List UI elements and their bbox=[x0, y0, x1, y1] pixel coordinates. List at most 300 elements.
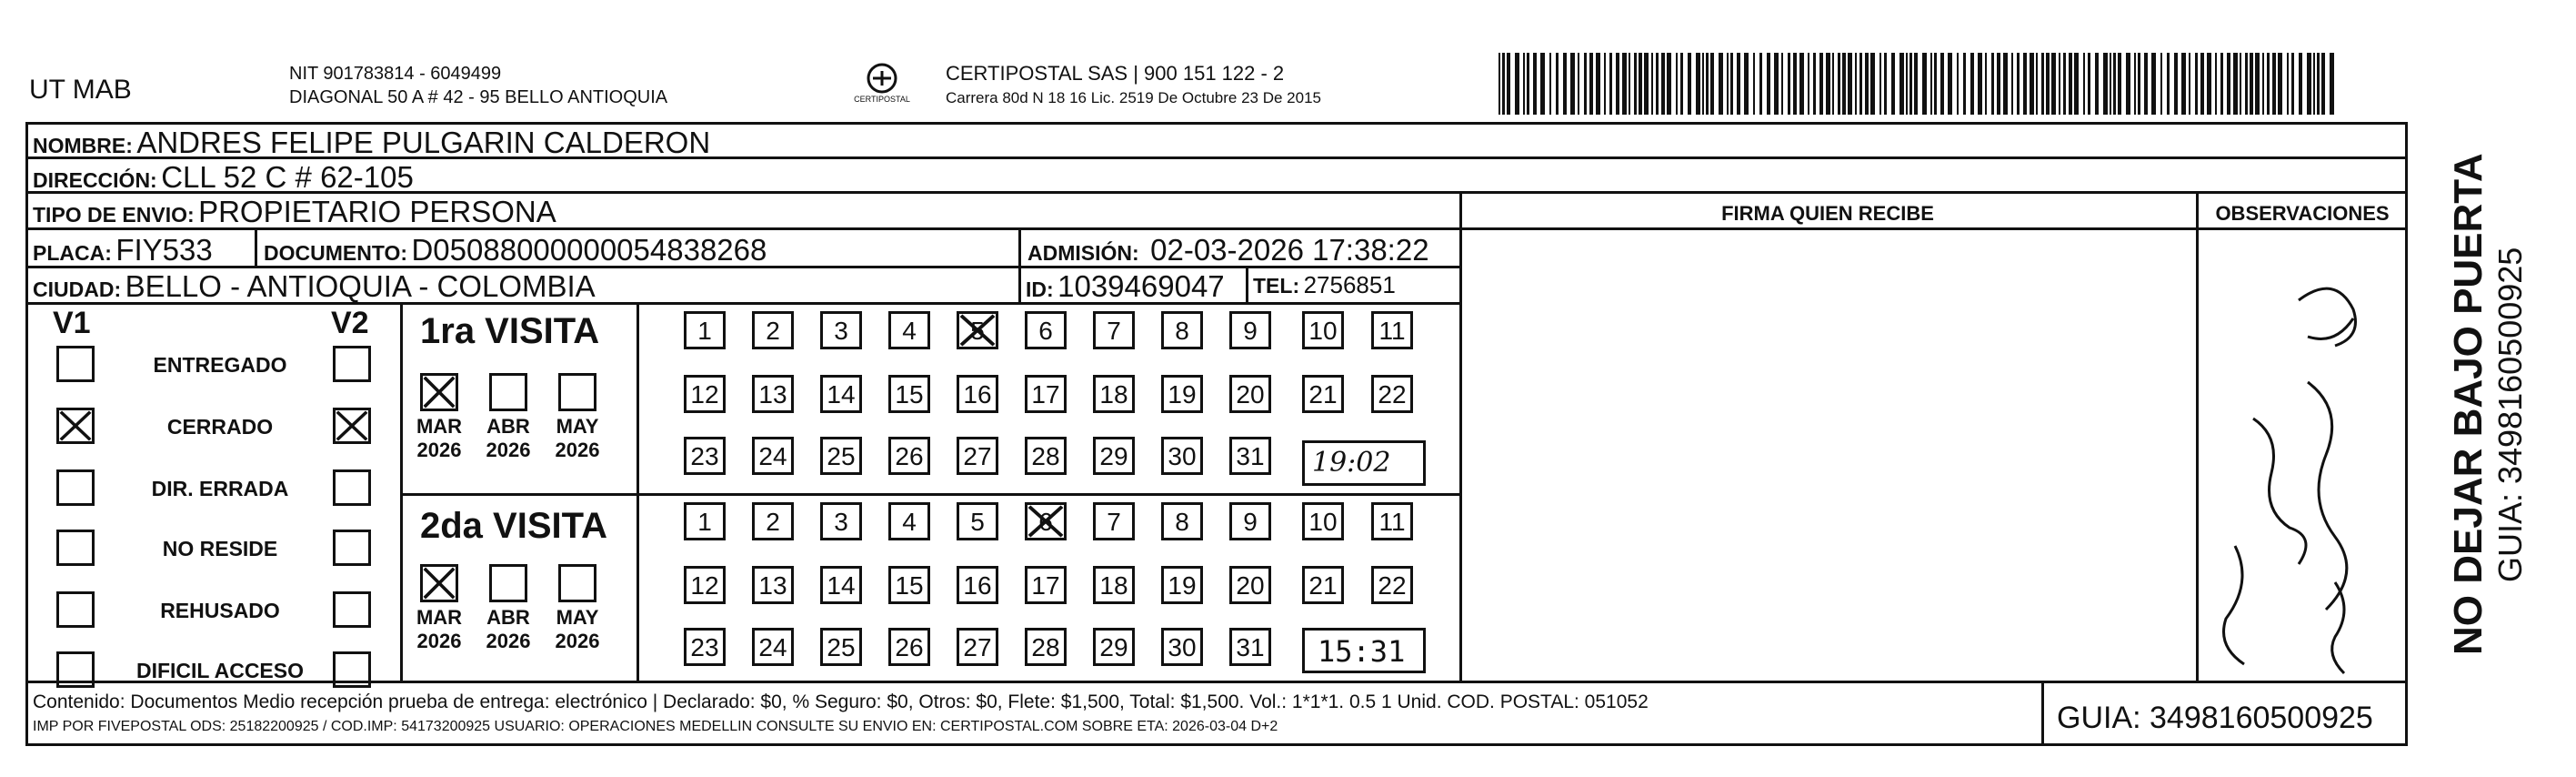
nombre-label: NOMBRE: bbox=[33, 134, 133, 157]
day-number: 16 bbox=[963, 571, 992, 600]
barcode-bar bbox=[1578, 53, 1579, 115]
visit1-time: 19:02 bbox=[1312, 447, 1391, 479]
day-checkbox[interactable] bbox=[957, 375, 998, 413]
direccion-value: CLL 52 C # 62-105 bbox=[161, 160, 414, 194]
barcode-bar bbox=[2291, 53, 2294, 115]
barcode-bar bbox=[2330, 53, 2334, 115]
barcode-bar bbox=[1498, 53, 1500, 115]
year-label: 2026 bbox=[416, 630, 462, 652]
documento-row bbox=[264, 233, 767, 267]
day-checkbox[interactable] bbox=[888, 628, 930, 666]
day-checkbox[interactable] bbox=[1093, 375, 1135, 413]
barcode-bar bbox=[1589, 53, 1593, 115]
barcode-bar bbox=[1629, 53, 1630, 115]
day-number: 1 bbox=[697, 508, 712, 536]
barcode-bar bbox=[2074, 53, 2079, 115]
year-label: 2026 bbox=[555, 630, 600, 652]
day-number: 30 bbox=[1168, 442, 1197, 470]
day-checkbox[interactable] bbox=[957, 437, 998, 475]
day-checkbox[interactable] bbox=[1025, 628, 1067, 666]
day-number: 6 bbox=[1038, 317, 1053, 345]
day-number: 4 bbox=[902, 317, 917, 345]
day-number: 31 bbox=[1236, 442, 1265, 470]
day-checkbox[interactable] bbox=[1093, 311, 1135, 349]
day-number: 23 bbox=[690, 442, 719, 470]
day-checkbox[interactable] bbox=[1302, 311, 1344, 349]
barcode-bar bbox=[1767, 53, 1770, 115]
day-checkbox[interactable] bbox=[820, 566, 862, 604]
day-number: 17 bbox=[1031, 380, 1060, 409]
barcode-bar bbox=[1906, 53, 1908, 115]
day-checkbox[interactable] bbox=[1229, 375, 1271, 413]
barcode-bar bbox=[1930, 53, 1932, 115]
footer-line2: IMP POR FIVEPOSTAL ODS: 25182200925 / COD.IMP: 54173200925 USUARIO: OPERACIONES MEDELLIN CONSULTE SU ENVIO EN: CERTIPOSTAL.COM SOBRE ETA: 2026-03-04 D+2 bbox=[33, 719, 1278, 734]
day-checkbox[interactable] bbox=[684, 502, 726, 540]
barcode-bar bbox=[2030, 53, 2034, 115]
day-checkbox[interactable] bbox=[820, 437, 862, 475]
day-x-mark bbox=[1027, 505, 1064, 538]
day-checkbox[interactable] bbox=[1025, 437, 1067, 475]
status-option-label: ENTREGADO bbox=[153, 353, 287, 377]
day-checkbox[interactable] bbox=[1229, 311, 1271, 349]
day-checkbox[interactable] bbox=[888, 375, 930, 413]
day-checkbox[interactable] bbox=[1025, 566, 1067, 604]
day-checkbox[interactable] bbox=[1025, 502, 1067, 540]
day-checkbox[interactable] bbox=[1025, 375, 1067, 413]
day-checkbox[interactable] bbox=[957, 502, 998, 540]
barcode-bar bbox=[1781, 53, 1783, 115]
barcode-bar bbox=[1527, 53, 1529, 115]
observaciones-header: OBSERVACIONES bbox=[2215, 202, 2390, 225]
day-number: 29 bbox=[1099, 633, 1128, 661]
v1-label: V1 bbox=[53, 306, 91, 340]
month-label: ABR bbox=[486, 415, 530, 438]
documento-label: DOCUMENTO: bbox=[264, 241, 408, 265]
barcode-bar bbox=[2313, 53, 2315, 115]
ciudad-value: BELLO - ANTIOQUIA - COLOMBIA bbox=[125, 269, 596, 303]
day-checkbox[interactable] bbox=[1371, 311, 1413, 349]
day-number: 21 bbox=[1308, 571, 1338, 600]
day-number: 4 bbox=[902, 508, 917, 536]
day-number: 22 bbox=[1378, 571, 1407, 600]
day-number: 28 bbox=[1031, 633, 1060, 661]
day-checkbox[interactable] bbox=[888, 311, 930, 349]
day-checkbox[interactable] bbox=[820, 375, 862, 413]
day-checkbox[interactable] bbox=[957, 566, 998, 604]
day-checkbox[interactable] bbox=[684, 566, 726, 604]
day-checkbox[interactable] bbox=[957, 628, 998, 666]
barcode-bar bbox=[2233, 53, 2238, 115]
day-checkbox[interactable] bbox=[1302, 502, 1344, 540]
barcode-bar bbox=[1667, 53, 1671, 115]
barcode-bar bbox=[1616, 53, 1619, 115]
placa-row bbox=[33, 233, 213, 267]
day-checkbox[interactable] bbox=[820, 628, 862, 666]
day-checkbox[interactable] bbox=[1025, 311, 1067, 349]
barcode-bar bbox=[2113, 53, 2116, 115]
barcode-bar bbox=[1793, 53, 1797, 115]
barcode-bar bbox=[1563, 53, 1567, 115]
day-checkbox[interactable] bbox=[684, 628, 726, 666]
barcode-bar bbox=[2126, 53, 2130, 115]
barcode-bar bbox=[1604, 53, 1606, 115]
day-number: 3 bbox=[834, 317, 848, 345]
barcode-bar bbox=[1753, 53, 1755, 115]
day-checkbox[interactable] bbox=[752, 375, 794, 413]
day-checkbox[interactable] bbox=[1161, 502, 1203, 540]
barcode-bar bbox=[2189, 53, 2190, 115]
month-checkbox[interactable] bbox=[489, 373, 527, 411]
barcode-bar bbox=[2051, 53, 2056, 115]
barcode-bar bbox=[2255, 53, 2260, 115]
day-number: 7 bbox=[1107, 508, 1121, 536]
barcode-bar bbox=[1808, 53, 1809, 115]
barcode-bar bbox=[2272, 53, 2276, 115]
barcode-bar bbox=[1963, 53, 1966, 115]
barcode-bar bbox=[1730, 53, 1733, 115]
barcode bbox=[1498, 53, 2335, 115]
tipo-row bbox=[33, 195, 556, 229]
barcode-bar bbox=[1696, 53, 1700, 115]
day-number: 27 bbox=[963, 633, 992, 661]
barcode-bar bbox=[1848, 53, 1852, 115]
barcode-bar bbox=[1774, 53, 1779, 115]
barcode-bar bbox=[2207, 53, 2211, 115]
barcode-bar bbox=[2110, 53, 2111, 115]
day-checkbox[interactable] bbox=[752, 566, 794, 604]
barcode-bar bbox=[1799, 53, 1804, 115]
certipostal-logo bbox=[855, 60, 909, 111]
day-number: 3 bbox=[834, 508, 848, 536]
barcode-bar bbox=[1884, 53, 1887, 115]
barcode-bar bbox=[2215, 53, 2217, 115]
v2-label: V2 bbox=[331, 306, 369, 340]
barcode-bar bbox=[1759, 53, 1762, 115]
day-number: 2 bbox=[766, 317, 780, 345]
day-number: 25 bbox=[827, 442, 856, 470]
month-label: MAR bbox=[416, 606, 463, 629]
barcode-bar bbox=[2138, 53, 2140, 115]
barcode-bar bbox=[2069, 53, 2072, 115]
barcode-bar bbox=[2181, 53, 2186, 115]
barcode-bar bbox=[1502, 53, 1505, 115]
barcode-bar bbox=[1826, 53, 1830, 115]
day-number: 17 bbox=[1031, 571, 1060, 600]
id-value: 1039469047 bbox=[1057, 269, 1225, 303]
day-checkbox[interactable] bbox=[1229, 566, 1271, 604]
day-checkbox[interactable] bbox=[752, 437, 794, 475]
company-address: DIAGONAL 50 A # 42 - 95 BELLO ANTIOQUIA bbox=[289, 87, 668, 107]
barcode-bar bbox=[1570, 53, 1575, 115]
barcode-bar bbox=[1832, 53, 1834, 115]
id-label: ID: bbox=[1026, 278, 1054, 301]
day-number: 5 bbox=[970, 317, 985, 345]
barcode-bar bbox=[1914, 53, 1918, 115]
day-number: 14 bbox=[827, 571, 856, 600]
day-number: 19 bbox=[1168, 571, 1197, 600]
day-number: 11 bbox=[1378, 317, 1406, 345]
barcode-bar bbox=[2174, 53, 2178, 115]
month-label: MAY bbox=[556, 415, 599, 438]
barcode-bar bbox=[1899, 53, 1904, 115]
barcode-bar bbox=[2151, 53, 2156, 115]
barcode-bar bbox=[2017, 53, 2020, 115]
day-number: 12 bbox=[690, 380, 719, 409]
barcode-bar bbox=[2023, 53, 2027, 115]
company-name: UT MAB bbox=[29, 75, 132, 105]
tipo-label: TIPO DE ENVIO: bbox=[33, 203, 195, 227]
visit1-time-box bbox=[1302, 440, 1426, 486]
barcode-bar bbox=[1719, 53, 1723, 115]
barcode-bar bbox=[1985, 53, 1987, 115]
barcode-bar bbox=[2262, 53, 2264, 115]
day-checkbox[interactable] bbox=[1093, 437, 1135, 475]
day-checkbox[interactable] bbox=[684, 437, 726, 475]
day-checkbox[interactable] bbox=[1371, 566, 1413, 604]
day-checkbox[interactable] bbox=[1093, 502, 1135, 540]
barcode-bar bbox=[1622, 53, 1627, 115]
day-checkbox[interactable] bbox=[1161, 437, 1203, 475]
day-number: 9 bbox=[1243, 317, 1258, 345]
visit2-title: 2da VISITA bbox=[420, 506, 607, 546]
barcode-bar bbox=[2167, 53, 2170, 115]
barcode-bar bbox=[1533, 53, 1537, 115]
day-number: 6 bbox=[1038, 508, 1053, 536]
status-option-label: DIR. ERRADA bbox=[151, 477, 289, 500]
barcode-bar bbox=[1813, 53, 1816, 115]
barcode-bar bbox=[1991, 53, 1994, 115]
day-checkbox[interactable] bbox=[1229, 628, 1271, 666]
firma-header: FIRMA QUIEN RECIBE bbox=[1721, 202, 1934, 225]
status-option-label: NO RESIDE bbox=[162, 537, 278, 560]
barcode-bar bbox=[1870, 53, 1875, 115]
month-checkbox[interactable] bbox=[558, 564, 596, 602]
barcode-bar bbox=[1523, 53, 1525, 115]
barcode-bar bbox=[2118, 53, 2121, 115]
barcode-bar bbox=[2003, 53, 2008, 115]
day-number: 1 bbox=[697, 317, 712, 345]
barcode-bar bbox=[2036, 53, 2038, 115]
month-checkbox[interactable] bbox=[420, 373, 458, 411]
barcode-bar bbox=[1644, 53, 1649, 115]
month-checkbox[interactable] bbox=[558, 373, 596, 411]
barcode-bar bbox=[1688, 53, 1691, 115]
barcode-bar bbox=[2144, 53, 2148, 115]
barcode-bar bbox=[1997, 53, 2000, 115]
day-number: 23 bbox=[690, 633, 719, 661]
day-number: 15 bbox=[895, 380, 924, 409]
status-option-label: DIFICIL ACCESO bbox=[135, 659, 304, 682]
day-number: 24 bbox=[758, 442, 787, 470]
barcode-bar bbox=[1788, 53, 1790, 115]
barcode-bar bbox=[1540, 53, 1545, 115]
barcode-bar bbox=[1507, 53, 1510, 115]
side-guia-text: GUIA: 3498160500925 bbox=[2491, 247, 2529, 582]
day-checkbox[interactable] bbox=[1093, 628, 1135, 666]
visit1-title: 1ra VISITA bbox=[420, 311, 600, 351]
day-number: 8 bbox=[1175, 508, 1189, 536]
day-number: 13 bbox=[758, 571, 787, 600]
day-number: 25 bbox=[827, 633, 856, 661]
day-checkbox[interactable] bbox=[1093, 566, 1135, 604]
ciudad-label: CIUDAD: bbox=[33, 278, 122, 301]
tel-value: 2756851 bbox=[1303, 271, 1396, 298]
day-checkbox[interactable] bbox=[888, 502, 930, 540]
day-number: 14 bbox=[827, 380, 856, 409]
barcode-bar bbox=[1819, 53, 1823, 115]
day-checkbox[interactable] bbox=[888, 437, 930, 475]
barcode-bar bbox=[1865, 53, 1869, 115]
nombre-row bbox=[33, 126, 710, 160]
barcode-bar bbox=[2088, 53, 2090, 115]
day-number: 22 bbox=[1378, 380, 1407, 409]
barcode-bar bbox=[1838, 53, 1840, 115]
certipostal-line1: CERTIPOSTAL SAS | 900 151 122 - 2 bbox=[946, 62, 1285, 85]
id-row bbox=[1026, 269, 1225, 304]
observaciones-signature bbox=[2199, 237, 2406, 679]
day-number: 10 bbox=[1308, 317, 1338, 345]
day-number: 19 bbox=[1168, 380, 1197, 409]
day-number: 31 bbox=[1236, 633, 1265, 661]
day-checkbox[interactable] bbox=[820, 311, 862, 349]
placa-value: FIY533 bbox=[115, 233, 213, 267]
barcode-bar bbox=[2240, 53, 2241, 115]
month-label: MAR bbox=[416, 415, 463, 438]
day-checkbox[interactable] bbox=[752, 628, 794, 666]
day-number: 2 bbox=[766, 508, 780, 536]
barcode-bar bbox=[1909, 53, 1912, 115]
barcode-bar bbox=[1940, 53, 1944, 115]
day-checkbox[interactable] bbox=[1371, 375, 1413, 413]
company-nit: NIT 901783814 - 6049499 bbox=[289, 64, 502, 84]
barcode-bar bbox=[1661, 53, 1665, 115]
day-number: 13 bbox=[758, 380, 787, 409]
barcode-bar bbox=[1634, 53, 1637, 115]
day-checkbox[interactable] bbox=[820, 502, 862, 540]
day-number: 20 bbox=[1236, 380, 1265, 409]
barcode-bar bbox=[1515, 53, 1519, 115]
year-label: 2026 bbox=[486, 439, 531, 461]
day-checkbox[interactable] bbox=[684, 311, 726, 349]
barcode-bar bbox=[2267, 53, 2270, 115]
day-number: 5 bbox=[970, 508, 985, 536]
day-checkbox[interactable] bbox=[1302, 566, 1344, 604]
day-checkbox[interactable] bbox=[1161, 375, 1203, 413]
barcode-bar bbox=[1680, 53, 1683, 115]
no-dejar-text: NO DEJAR BAJO PUERTA bbox=[2446, 153, 2491, 655]
barcode-bar bbox=[2059, 53, 2060, 115]
barcode-bar bbox=[1978, 53, 1982, 115]
tipo-value: PROPIETARIO PERSONA bbox=[198, 195, 556, 228]
day-number: 26 bbox=[895, 442, 924, 470]
day-checkbox[interactable] bbox=[752, 311, 794, 349]
day-number: 21 bbox=[1308, 380, 1338, 409]
admision-value: 02-03-2026 17:38:22 bbox=[1150, 233, 1429, 267]
barcode-bar bbox=[2317, 53, 2320, 115]
barcode-bar bbox=[2250, 53, 2253, 115]
day-number: 11 bbox=[1378, 508, 1406, 536]
admision-row bbox=[1027, 233, 1429, 267]
barcode-bar bbox=[2299, 53, 2302, 115]
barcode-bar bbox=[2041, 53, 2044, 115]
day-number: 20 bbox=[1236, 571, 1265, 600]
barcode-bar bbox=[2245, 53, 2248, 115]
barcode-bar bbox=[1676, 53, 1678, 115]
footer-line1: Contenido: Documentos Medio recepción prueba de entrega: electrónico | Declarado: $0, % Seguro: $0, Otros: $0, Flete: $1,500, Total: $1,500. Vol.: 1*1*1. 0.5 1 Unid. COD. POSTAL: 051052 bbox=[33, 691, 1649, 712]
day-number: 10 bbox=[1308, 508, 1338, 536]
barcode-bar bbox=[1639, 53, 1642, 115]
direccion-row bbox=[33, 160, 414, 195]
year-label: 2026 bbox=[555, 439, 600, 461]
barcode-bar bbox=[1970, 53, 1974, 115]
barcode-bar bbox=[1922, 53, 1927, 115]
day-number: 30 bbox=[1168, 633, 1197, 661]
day-checkbox[interactable] bbox=[888, 566, 930, 604]
day-checkbox[interactable] bbox=[752, 502, 794, 540]
day-checkbox[interactable] bbox=[1161, 566, 1203, 604]
day-checkbox[interactable] bbox=[1161, 628, 1203, 666]
day-number: 29 bbox=[1099, 442, 1128, 470]
barcode-bar bbox=[1549, 53, 1551, 115]
barcode-bar bbox=[2063, 53, 2066, 115]
barcode-bar bbox=[2195, 53, 2198, 115]
day-checkbox[interactable] bbox=[1161, 311, 1203, 349]
day-checkbox[interactable] bbox=[684, 375, 726, 413]
day-checkbox[interactable] bbox=[957, 311, 998, 349]
tel-row bbox=[1253, 271, 1396, 299]
barcode-bar bbox=[1948, 53, 1952, 115]
day-number: 26 bbox=[895, 633, 924, 661]
day-checkbox[interactable] bbox=[1302, 375, 1344, 413]
footer-guia: GUIA: 3498160500925 bbox=[2057, 701, 2373, 735]
barcode-bar bbox=[1957, 53, 1959, 115]
status-option-label: CERRADO bbox=[166, 415, 274, 439]
day-number: 16 bbox=[963, 380, 992, 409]
barcode-bar bbox=[2095, 53, 2099, 115]
barcode-bar bbox=[2220, 53, 2223, 115]
barcode-bar bbox=[1737, 53, 1740, 115]
ciudad-row bbox=[33, 269, 596, 304]
day-checkbox[interactable] bbox=[1229, 502, 1271, 540]
barcode-bar bbox=[1656, 53, 1659, 115]
status-option-label: REHUSADO bbox=[160, 599, 280, 622]
certipostal-line2: Carrera 80d N 18 16 Lic. 2519 De Octubre 23 De 2015 bbox=[946, 89, 1321, 106]
day-number: 28 bbox=[1031, 442, 1060, 470]
month-checkbox[interactable] bbox=[489, 564, 527, 602]
day-checkbox[interactable] bbox=[1371, 502, 1413, 540]
barcode-bar bbox=[1702, 53, 1704, 115]
barcode-bar bbox=[2321, 53, 2325, 115]
barcode-bar bbox=[2011, 53, 2013, 115]
month-label: ABR bbox=[486, 606, 530, 629]
day-checkbox[interactable] bbox=[1229, 437, 1271, 475]
day-number: 8 bbox=[1175, 317, 1189, 345]
logo-text: CERTIPOSTAL bbox=[854, 95, 910, 104]
barcode-bar bbox=[1842, 53, 1846, 115]
barcode-bar bbox=[2278, 53, 2282, 115]
year-label: 2026 bbox=[416, 439, 462, 461]
barcode-bar bbox=[2200, 53, 2204, 115]
month-checkbox[interactable] bbox=[420, 564, 458, 602]
tel-label: TEL: bbox=[1253, 274, 1300, 298]
barcode-bar bbox=[2134, 53, 2136, 115]
barcode-bar bbox=[2227, 53, 2230, 115]
day-number: 18 bbox=[1099, 571, 1128, 600]
barcode-bar bbox=[1710, 53, 1714, 115]
barcode-bar bbox=[1855, 53, 1857, 115]
barcode-bar bbox=[2103, 53, 2108, 115]
month-label: MAY bbox=[556, 606, 599, 629]
